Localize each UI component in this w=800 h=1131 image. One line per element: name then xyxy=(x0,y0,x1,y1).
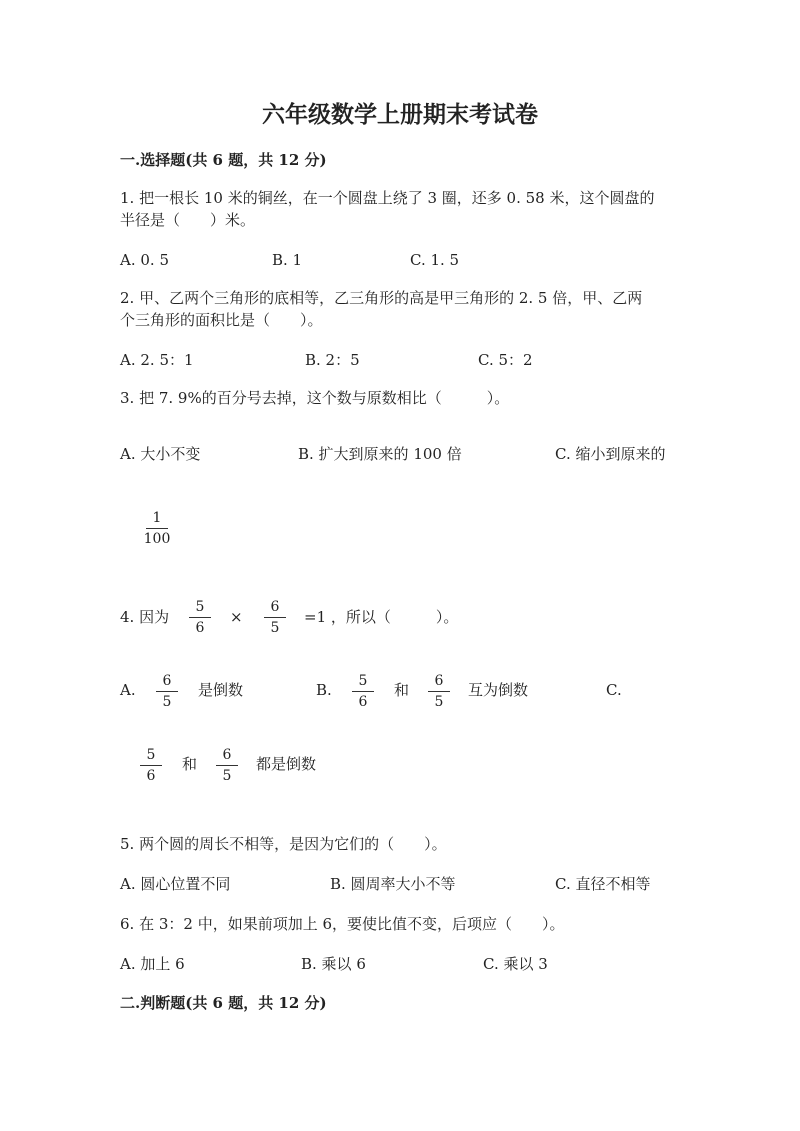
fraction-denominator: 6 xyxy=(358,694,368,710)
fraction-bar xyxy=(140,765,162,766)
question-1-text-cont: 半径是（ ）米。 xyxy=(120,211,256,229)
question-4-fraction-2 xyxy=(258,599,292,636)
question-1-option-c[interactable]: C. 1. 5 xyxy=(410,251,460,269)
question-5-option-c[interactable]: C. 直径不相等 xyxy=(555,875,651,893)
fraction-denominator: 5 xyxy=(162,694,172,710)
question-3-text: 3. 把 7. 9%的百分号去掉，这个数与原数相比（ ）。 xyxy=(120,389,510,407)
fraction-numerator: 1 xyxy=(152,510,162,526)
fraction-numerator: 6 xyxy=(162,673,172,689)
question-4-option-a-text: 是倒数 xyxy=(198,681,244,699)
fraction-denominator: 5 xyxy=(222,768,232,784)
question-2-option-a[interactable]: A. 2. 5：1 xyxy=(120,351,194,369)
fraction-bar xyxy=(189,617,211,618)
fraction-numerator: 6 xyxy=(434,673,444,689)
fraction-denominator: 5 xyxy=(270,620,280,636)
fraction-bar xyxy=(264,617,286,618)
fraction-bar xyxy=(428,691,450,692)
question-6-option-b[interactable]: B. 乘以 6 xyxy=(301,955,366,973)
question-2-option-c[interactable]: C. 5：2 xyxy=(478,351,533,369)
question-4-option-a-fraction xyxy=(150,673,184,710)
question-6-option-a[interactable]: A. 加上 6 xyxy=(120,955,185,973)
fraction-denominator: 6 xyxy=(146,768,156,784)
question-4-option-c-and: 和 xyxy=(182,755,198,773)
fraction-numerator: 5 xyxy=(146,747,156,763)
page-title: 六年级数学上册期末考试卷 xyxy=(262,101,538,128)
question-1-option-b[interactable]: B. 1 xyxy=(272,251,303,269)
question-3-option-c[interactable]: C. 缩小到原来的 xyxy=(555,445,666,463)
fraction-denominator: 5 xyxy=(434,694,444,710)
question-4-option-b-and: 和 xyxy=(394,681,410,699)
question-5-text: 5. 两个圆的周长不相等，是因为它们的（ ）。 xyxy=(120,835,447,853)
question-2-text: 2. 甲、乙两个三角形的底相等，乙三角形的高是甲三角形的 2. 5 倍，甲、乙两 xyxy=(120,289,643,307)
section-heading-judgement: 二.判断题(共 6 题，共 12 分) xyxy=(120,994,327,1012)
question-3-option-a[interactable]: A. 大小不变 xyxy=(120,445,201,463)
question-4-option-b-fraction-1 xyxy=(346,673,380,710)
fraction-bar xyxy=(216,765,238,766)
fraction-numerator: 6 xyxy=(270,599,280,615)
question-4-suffix: =1 ，所以（ ）。 xyxy=(304,608,459,626)
question-4-times-sign: × xyxy=(230,608,243,626)
question-4-fraction-1 xyxy=(183,599,217,636)
question-4-option-b-label[interactable]: B. xyxy=(316,681,332,699)
fraction-bar xyxy=(146,528,168,529)
fraction-denominator: 100 xyxy=(143,531,171,547)
question-2-text-cont: 个三角形的面积比是（ ）。 xyxy=(120,311,323,329)
question-2-option-b[interactable]: B. 2：5 xyxy=(305,351,360,369)
fraction-numerator: 6 xyxy=(222,747,232,763)
question-3-option-c-fraction xyxy=(140,510,174,547)
question-3-option-b[interactable]: B. 扩大到原来的 100 倍 xyxy=(298,445,462,463)
question-5-option-b[interactable]: B. 圆周率大小不等 xyxy=(330,875,456,893)
question-4-prefix: 4. 因为 xyxy=(120,608,170,626)
question-1-option-a[interactable]: A. 0. 5 xyxy=(120,251,169,269)
question-4-option-c-text: 都是倒数 xyxy=(256,755,317,773)
fraction-denominator: 6 xyxy=(195,620,205,636)
section-heading-choice: 一.选择题(共 6 题，共 12 分) xyxy=(120,151,327,169)
fraction-bar xyxy=(156,691,178,692)
fraction-numerator: 5 xyxy=(358,673,368,689)
question-4-option-c-label[interactable]: C. xyxy=(606,681,622,699)
question-4-option-a-label[interactable]: A. xyxy=(120,681,136,699)
question-6-option-c[interactable]: C. 乘以 3 xyxy=(483,955,548,973)
fraction-numerator: 5 xyxy=(195,599,205,615)
fraction-bar xyxy=(352,691,374,692)
question-1-text: 1. 把一根长 10 米的铜丝，在一个圆盘上绕了 3 圈，还多 0. 58 米，这个圆盘的 xyxy=(120,189,655,207)
question-4-option-c-fraction-1 xyxy=(134,747,168,784)
question-5-option-a[interactable]: A. 圆心位置不同 xyxy=(120,875,231,893)
question-4-option-b-fraction-2 xyxy=(422,673,456,710)
question-6-text: 6. 在 3：2 中，如果前项加上 6，要使比值不变，后项应（ ）。 xyxy=(120,915,565,933)
question-4-option-c-fraction-2 xyxy=(210,747,244,784)
question-4-option-b-text: 互为倒数 xyxy=(468,681,529,699)
